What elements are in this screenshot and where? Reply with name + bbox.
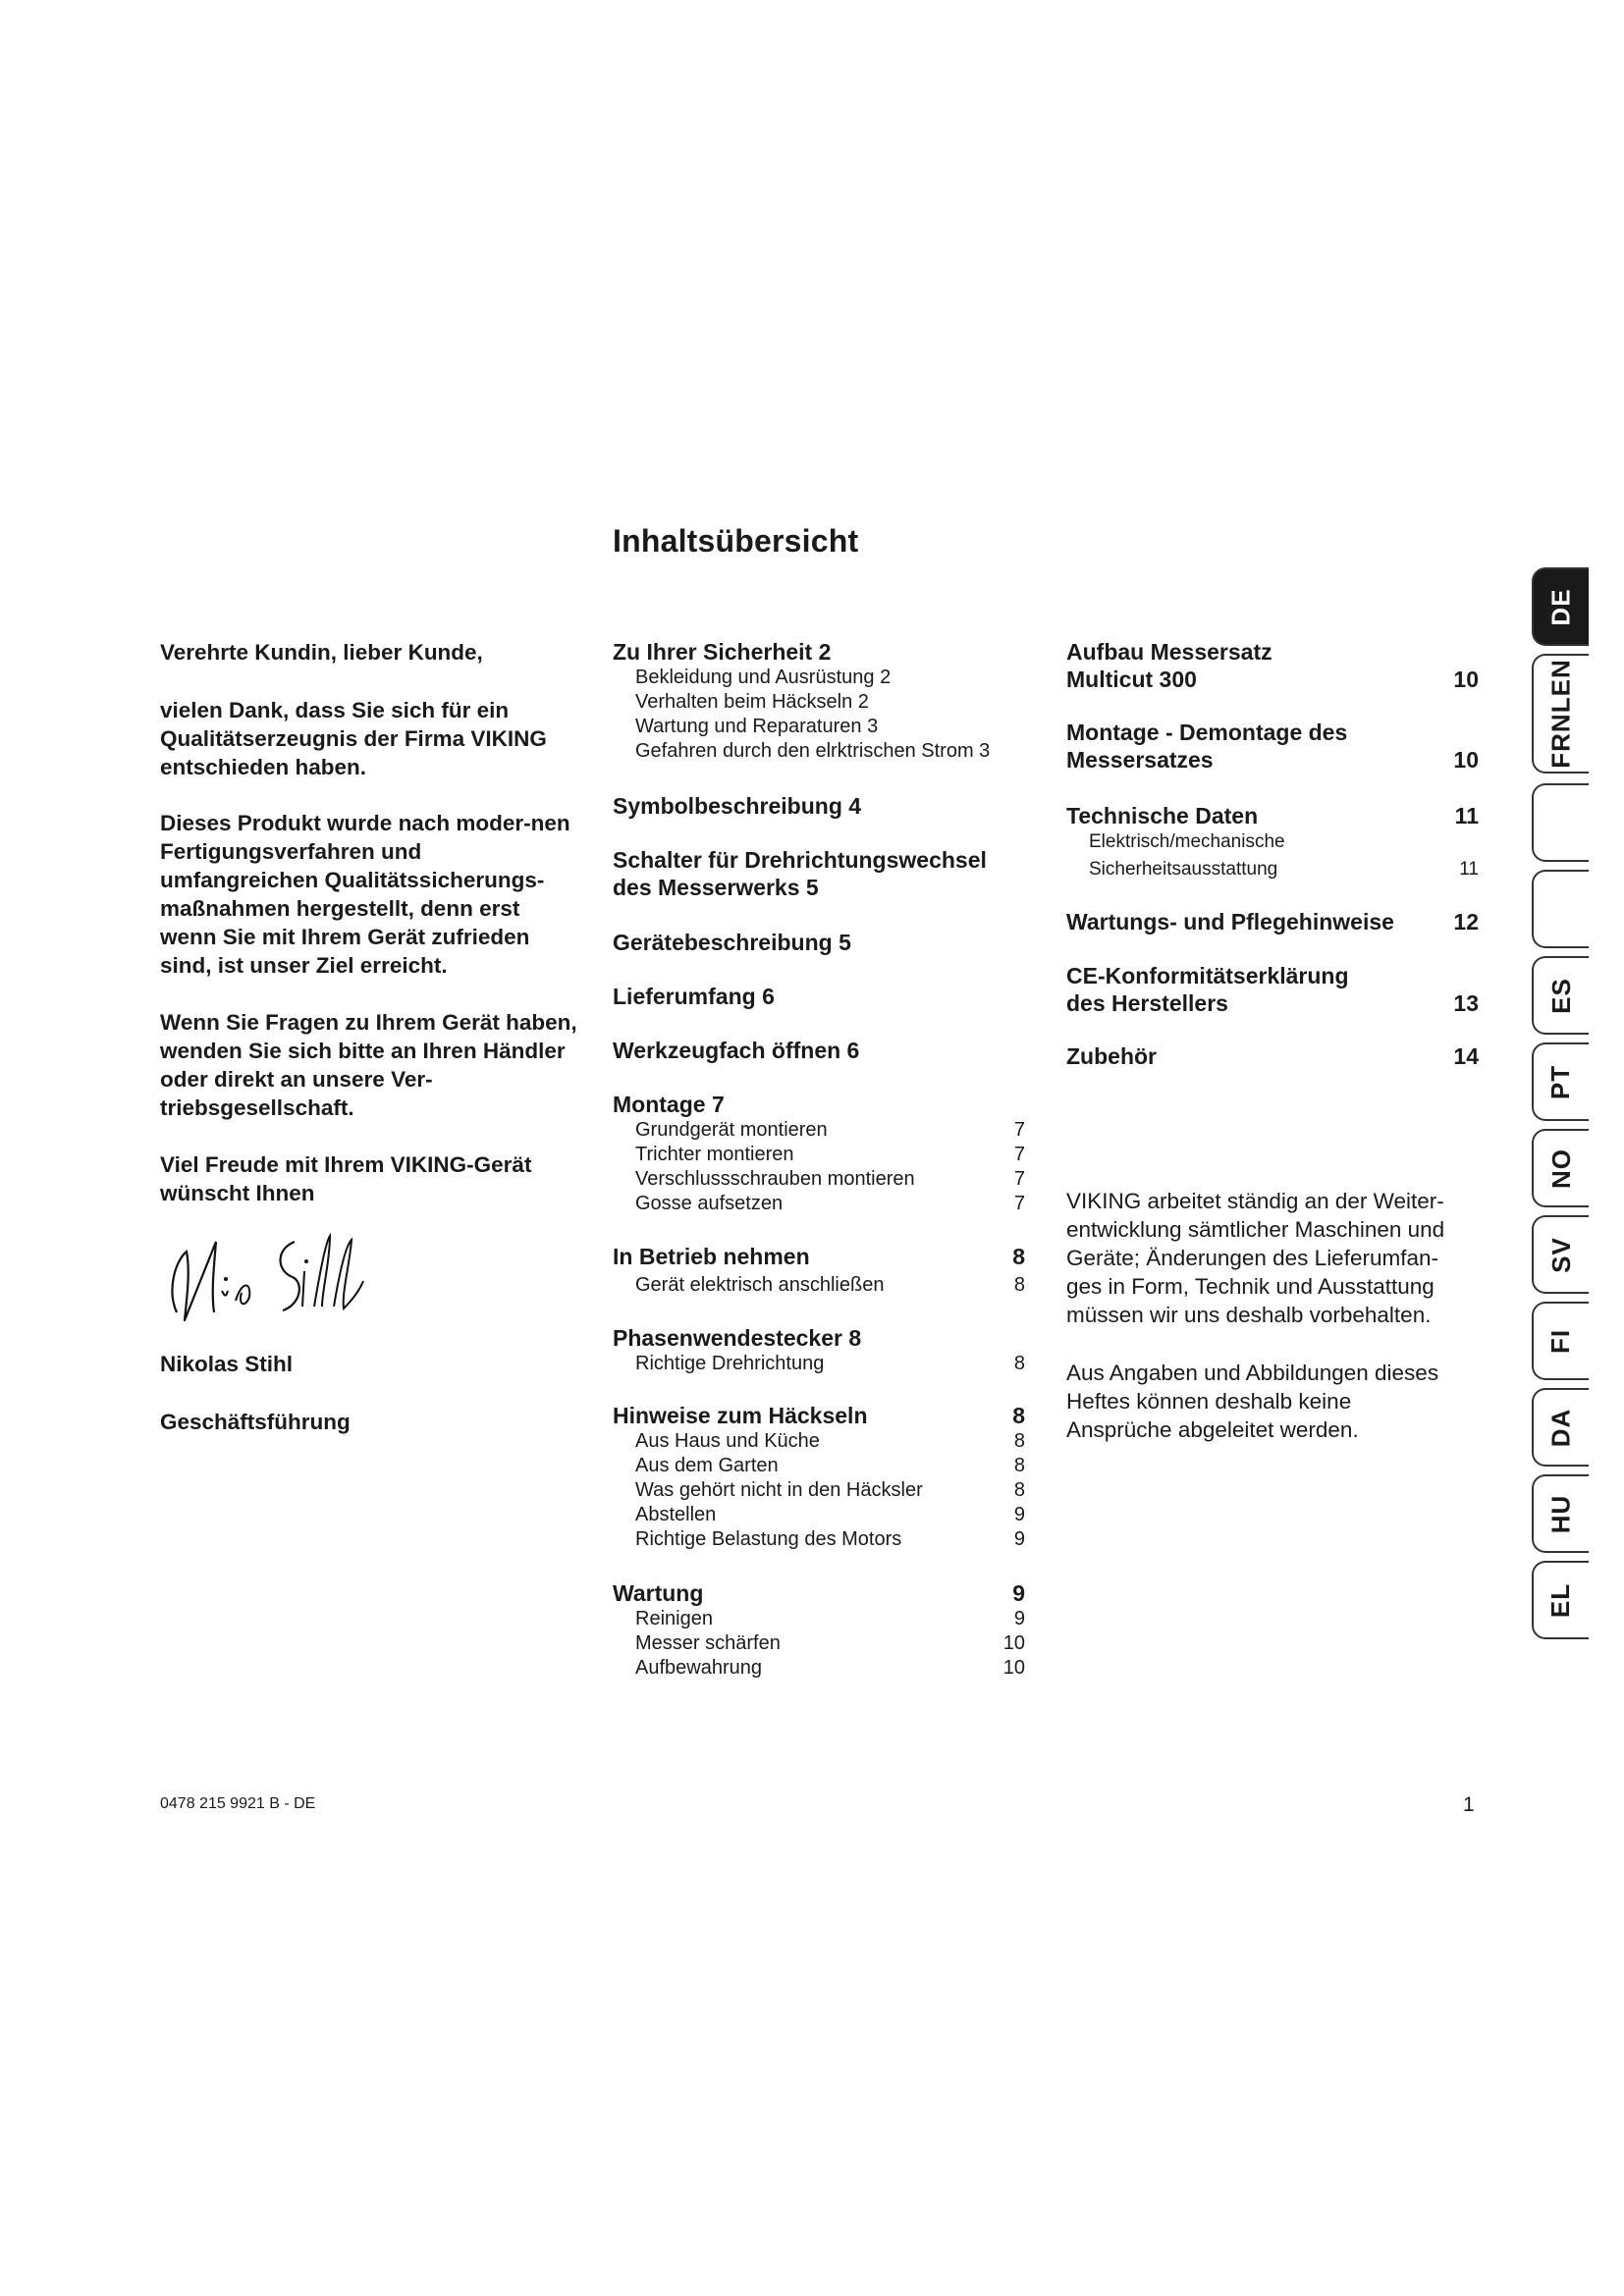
toc-page: 9: [1013, 1528, 1025, 1550]
toc-section-title[interactable]: Werkzeugfach öffnen 6: [613, 1038, 860, 1063]
toc-section[interactable]: [613, 1579, 1025, 1681]
toc-section-title: Multicut 300: [1066, 667, 1197, 692]
toc-item: Richtige Belastung des Motors: [635, 1528, 902, 1550]
tab-language-de[interactable]: DE: [1532, 567, 1589, 646]
toc-item: Messer schärfen: [635, 1632, 781, 1654]
notice-paragraph-2: Aus Angaben und Abbildungen dieses Heftes können deshalb keine Ansprüche abgeleitet werden.: [1066, 1361, 1439, 1442]
toc-section-title: Phasenwendestecker 8: [613, 1325, 862, 1351]
tab-language-fi[interactable]: FI: [1532, 1302, 1589, 1380]
toc-section-title: In Betrieb nehmen: [613, 1244, 810, 1269]
toc-item: Abstellen: [635, 1504, 717, 1525]
toc-page: 11: [1459, 859, 1479, 880]
toc-section-title[interactable]: Gerätebeschreibung 5: [613, 930, 851, 955]
toc-page: 14: [1453, 1043, 1479, 1069]
toc-item: Verhalten beim Häckseln 2: [635, 691, 869, 713]
toc-page: 9: [1013, 1504, 1025, 1525]
toc-page: 10: [1002, 1657, 1025, 1679]
toc-item: Aus Haus und Küche: [635, 1430, 820, 1452]
page-number: 1: [1463, 1793, 1475, 1816]
greeting-salutation: Verehrte Kundin, lieber Kunde,: [160, 640, 483, 665]
toc-section[interactable]: [1066, 802, 1479, 881]
toc-section[interactable]: [1066, 638, 1479, 693]
toc-section-title: Montage - Demontage des: [1066, 720, 1348, 745]
greeting-paragraph-3: Wenn Sie Fragen zu Ihrem Gerät haben, wenden Sie sich bitte an Ihren Händler oder direkt an unsere Ver-triebsgesellschaft.: [160, 1010, 577, 1120]
greeting-paragraph-2: Dieses Produkt wurde nach moder-nen Fertigungsverfahren und umfangreichen Qualitätssicherungs-maßnahmen hergestellt, denn erst wenn Sie mit Ihrem Gerät zufrieden sind, ist unser Ziel erreicht.: [160, 811, 570, 978]
toc-section[interactable]: [613, 1091, 1025, 1216]
toc-page: 7: [1013, 1144, 1025, 1165]
toc-section[interactable]: [613, 1324, 1025, 1376]
tab-language-blank[interactable]: [1532, 870, 1589, 948]
toc-page: 8: [1013, 1430, 1025, 1452]
signatory-role: Geschäftsführung: [160, 1410, 351, 1434]
toc-page: 10: [1453, 667, 1479, 692]
toc-item: Reinigen: [635, 1608, 713, 1629]
toc-item: Gerät elektrisch anschließen: [635, 1274, 885, 1296]
tab-language-no[interactable]: NO: [1532, 1129, 1589, 1207]
toc-section[interactable]: [1066, 962, 1479, 1017]
toc-page: 9: [1013, 1608, 1025, 1629]
signatory-name: Nikolas Stihl: [160, 1352, 294, 1376]
toc-item: Gefahren durch den elrktrischen Strom 3: [635, 740, 991, 762]
toc-section-title: Montage 7: [613, 1092, 725, 1117]
document-number: 0478 215 9921 B - DE: [160, 1795, 316, 1812]
toc-page: 8: [1012, 1244, 1025, 1269]
toc-section-title: des Herstellers: [1066, 990, 1228, 1016]
toc-column-2: [613, 638, 1025, 764]
toc-page: 9: [1012, 1580, 1025, 1606]
toc-section[interactable]: [613, 638, 1025, 764]
toc-item: Elektrisch/mechanische: [1089, 831, 1285, 852]
toc-section-title: Wartungs- und Pflegehinweise: [1066, 909, 1394, 934]
toc-page: 8: [1012, 1403, 1025, 1428]
toc-item: Wartung und Reparaturen 3: [635, 716, 879, 737]
tab-language-blank[interactable]: [1532, 783, 1589, 862]
toc-page: 10: [1453, 747, 1479, 773]
toc-item: Trichter montieren: [635, 1144, 794, 1165]
toc-section-title: Zu Ihrer Sicherheit 2: [613, 639, 832, 665]
toc-section[interactable]: [613, 1402, 1025, 1552]
toc-page: 8: [1013, 1353, 1025, 1374]
toc-page: 7: [1013, 1119, 1025, 1141]
toc-section-title: Wartung: [613, 1580, 704, 1606]
toc-section[interactable]: [1066, 1042, 1479, 1070]
tab-language-el[interactable]: EL: [1532, 1561, 1589, 1639]
toc-section-title: Hinweise zum Häckseln: [613, 1403, 868, 1428]
toc-section[interactable]: [613, 1243, 1025, 1298]
toc-section[interactable]: [1066, 719, 1479, 774]
toc-item: Richtige Drehrichtung: [635, 1353, 825, 1374]
toc-page: 12: [1453, 909, 1479, 934]
toc-page: 8: [1013, 1479, 1025, 1501]
greeting-paragraph-1: vielen Dank, dass Sie sich für ein Qualitätserzeugnis der Firma VIKING entschieden haben.: [160, 698, 547, 779]
toc-item: Grundgerät montieren: [635, 1119, 828, 1141]
toc-item: Gosse aufsetzen: [635, 1193, 784, 1214]
toc-section-title[interactable]: Symbolbeschreibung 4: [613, 793, 862, 819]
toc-page: 7: [1013, 1193, 1025, 1214]
toc-section-title: Messersatzes: [1066, 747, 1214, 773]
tab-language-en-fr-nl[interactable]: FRNLEN: [1532, 654, 1589, 774]
page-title: Inhaltsübersicht: [613, 523, 859, 559]
toc-section-title[interactable]: Lieferumfang 6: [613, 984, 775, 1009]
tab-language-es[interactable]: ES: [1532, 956, 1589, 1035]
toc-item: Was gehört nicht in den Häcksler: [635, 1479, 923, 1501]
toc-page: 8: [1013, 1455, 1025, 1476]
toc-item: Bekleidung und Ausrüstung 2: [635, 667, 892, 688]
toc-page: 11: [1454, 803, 1479, 828]
toc-section-title[interactable]: Schalter für Drehrichtungswechsel des Messerwerks 5: [613, 847, 987, 900]
tab-language-pt[interactable]: PT: [1532, 1042, 1589, 1121]
tab-language-sv[interactable]: SV: [1532, 1215, 1589, 1294]
greeting-paragraph-4: Viel Freude mit Ihrem VIKING-Gerät wünscht Ihnen: [160, 1152, 532, 1205]
tab-language-da[interactable]: DA: [1532, 1388, 1589, 1467]
toc-page: 8: [1013, 1274, 1025, 1296]
tab-language-hu[interactable]: HU: [1532, 1474, 1589, 1553]
toc-section-title: CE-Konformitätserklärung: [1066, 963, 1349, 988]
toc-item: Aufbewahrung: [635, 1657, 762, 1679]
toc-page: 7: [1013, 1168, 1025, 1190]
toc-item: Aus dem Garten: [635, 1455, 779, 1476]
toc-section-title: Aufbau Messersatz: [1066, 639, 1272, 665]
notice-paragraph-1: VIKING arbeitet ständig an der Weiter-entwicklung sämtlicher Maschinen und Geräte; Änderungen des Lieferumfan-ges in Form, Technik und Ausstattung müssen wir uns deshalb vorbehalten.: [1066, 1189, 1445, 1327]
toc-item: Verschlussschrauben montieren: [635, 1168, 915, 1190]
toc-section-title: Technische Daten: [1066, 803, 1259, 828]
toc-page: 13: [1453, 990, 1479, 1016]
toc-section-title: Zubehör: [1066, 1043, 1157, 1069]
toc-item: Sicherheitsausstattung: [1089, 859, 1278, 880]
toc-section[interactable]: [1066, 908, 1479, 935]
signature-image: [157, 1222, 383, 1330]
toc-page: 10: [1002, 1632, 1025, 1654]
